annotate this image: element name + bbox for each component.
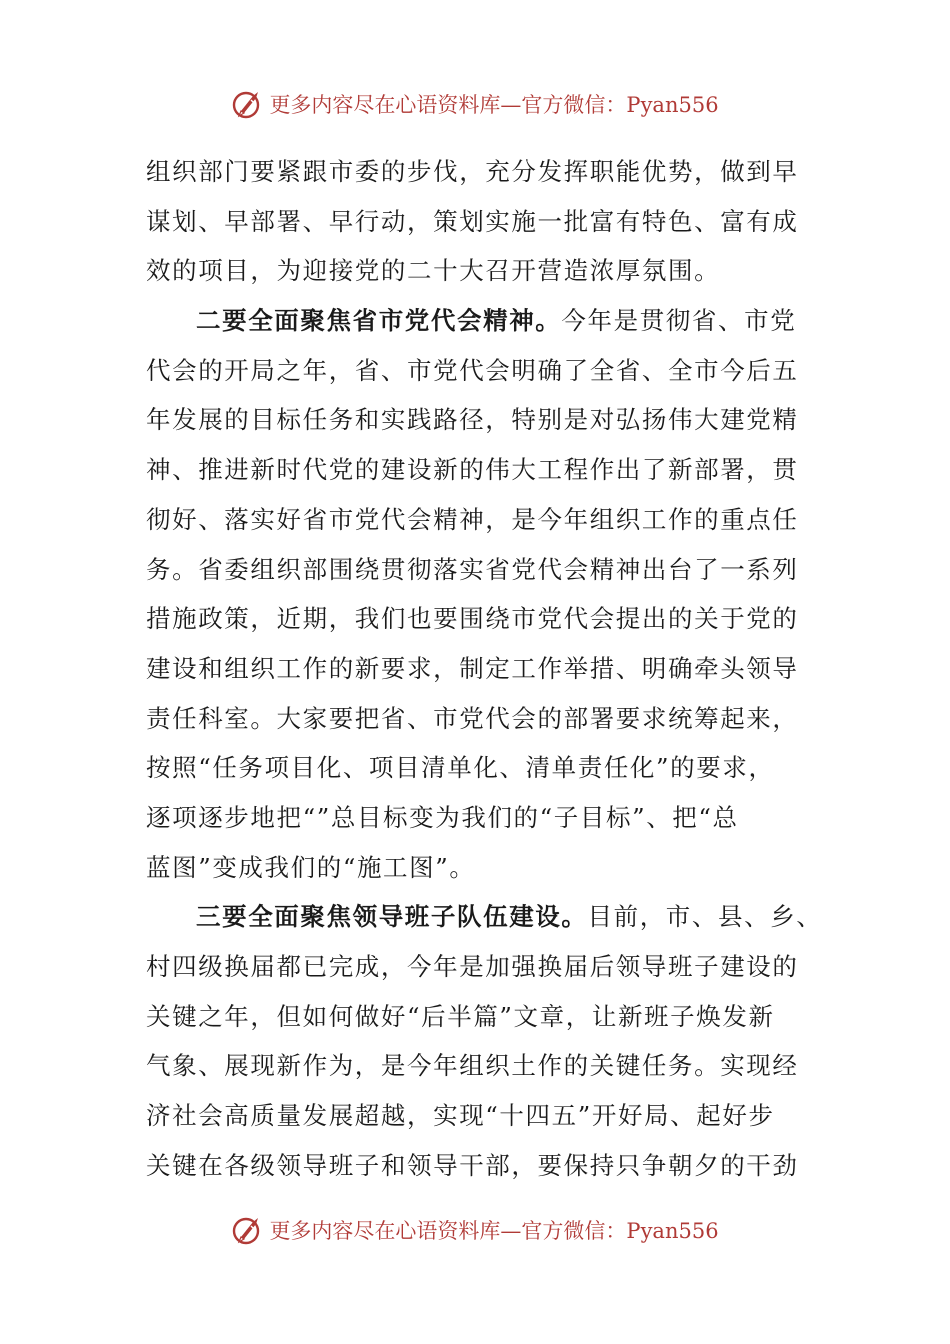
text-line: 关键在各级领导班子和领导干部，要保持只争朝夕的干劲	[146, 1150, 799, 1180]
text-run: 今年是贯彻省、市党	[561, 306, 797, 336]
paragraph-first-line	[146, 892, 826, 942]
paragraph-first-line	[146, 296, 826, 346]
text-line: 谋划、早部署、早行动，策划实施一批富有特色、富有成	[146, 206, 799, 236]
text-line: 务。省委组织部围绕贯彻落实省党代会精神出台了一系列	[146, 554, 799, 584]
watermark-text: 更多内容尽在心语资料库—官方微信：Pyan556	[269, 93, 719, 117]
text-line: 效的项目，为迎接党的二十大召开营造浓厚氛围。	[146, 256, 721, 286]
pen-logo-icon	[231, 87, 265, 121]
text-line: 关键之年，但如何做好“后半篇”文章，让新班子焕发新	[146, 1001, 775, 1031]
text-run: 目前，市、县、乡、	[587, 902, 823, 932]
paragraph-heading: 三要全面聚焦领导班子队伍建设。	[196, 902, 588, 932]
text-line: 年发展的目标任务和实践路径，特别是对弘扬伟大建党精	[146, 405, 799, 435]
text-line: 建设和组织工作的新要求，制定工作举措、明确牵头领导	[146, 653, 799, 683]
text-line: 责任科室。大家要把省、市党代会的部署要求统筹起来，	[146, 703, 799, 733]
text-line: 济社会高质量发展超越，实现“十四五”开好局、起好步	[146, 1101, 775, 1131]
watermark-text: 更多内容尽在心语资料库—官方微信：Pyan556	[269, 1219, 719, 1243]
text-line: 蓝图”变成我们的“施工图”。	[146, 852, 476, 882]
footer-watermark	[0, 1210, 950, 1250]
text-line: 代会的开局之年，省、市党代会明确了全省、全市今后五	[146, 355, 799, 385]
document-body	[146, 147, 826, 1190]
text-line: 按照“任务项目化、项目清单化、清单责任化”的要求，	[146, 753, 775, 783]
pen-logo-icon	[231, 1213, 265, 1247]
text-line: 组织部门要紧跟市委的步伐，充分发挥职能优势，做到早	[146, 157, 799, 186]
text-line: 气象、展现新作为，是今年组织土作的关键任务。实现经	[146, 1051, 799, 1081]
text-line: 村四级换届都已完成，今年是加强换届后领导班子建设的	[146, 952, 799, 981]
paragraph-heading: 二要全面聚焦省市党代会精神。	[196, 306, 562, 336]
text-line: 彻好、落实好省市党代会精神，是今年组织工作的重点任	[146, 504, 799, 534]
text-line: 逐项逐步地把“”总目标变为我们的“子目标”、把“总	[146, 802, 739, 832]
text-line: 措施政策，近期，我们也要围绕市党代会提出的关于党的	[146, 604, 799, 634]
text-line: 神、推进新时代党的建设新的伟大工程作出了新部署，贯	[146, 455, 799, 485]
header-watermark	[0, 84, 950, 124]
